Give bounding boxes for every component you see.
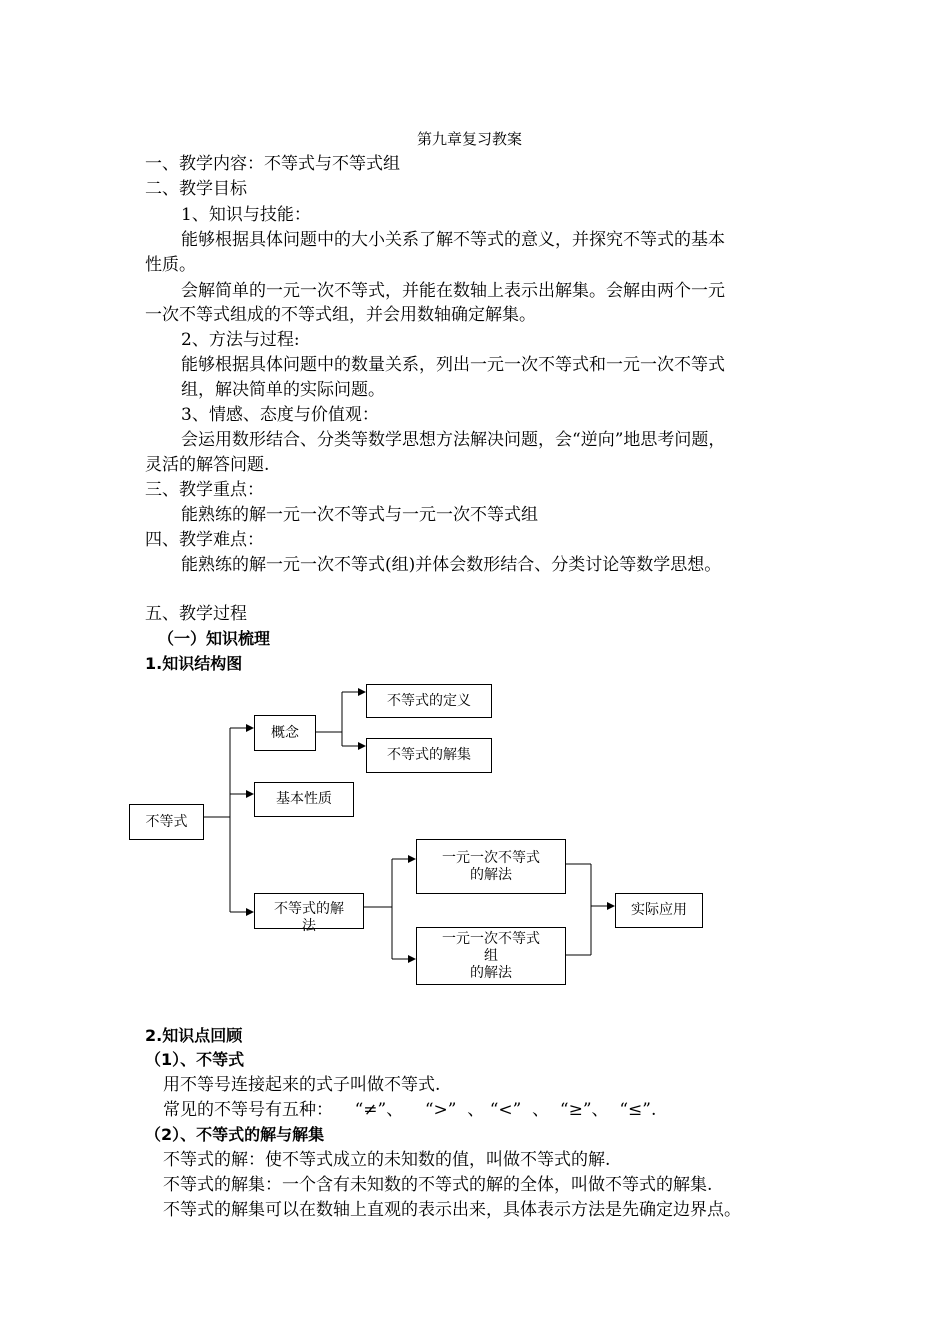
node-label: 一元一次不等式 xyxy=(442,849,540,866)
difficulty-text: 能熟练的解一元一次不等式(组)并体会数形结合、分类讨论等数学思想。 xyxy=(181,555,722,575)
node-inequality xyxy=(129,804,204,840)
section-process: 五、教学过程 xyxy=(145,604,247,624)
node-linear-system xyxy=(416,927,566,985)
goal-2-text: 组，解决简单的实际问题。 xyxy=(181,380,385,400)
node-label: 一元一次不等式 xyxy=(442,930,540,947)
section-key: 三、教学重点： xyxy=(145,480,264,500)
subsection-knowledge: （一）知识梳理 xyxy=(158,629,271,648)
key-text: 能熟练的解一元一次不等式与一元一次不等式组 xyxy=(181,505,538,525)
section-goals: 二、教学目标 xyxy=(145,179,247,199)
node-label: 不等式 xyxy=(145,813,188,830)
node-label: 实际应用 xyxy=(631,902,687,918)
point-2-text: 不等式的解集：一个含有未知数的不等式的解的全体，叫做不等式的解集. xyxy=(163,1175,713,1195)
structure-heading: 1.知识结构图 xyxy=(145,654,243,673)
node-label: 不等式的解集 xyxy=(387,747,471,763)
node-label: 不等式的解 xyxy=(274,901,344,917)
goal-1-text: 一次不等式组成的不等式组，并会用数轴确定解集。 xyxy=(145,305,536,325)
point-1-heading: （1）、不等式 xyxy=(145,1050,245,1069)
goal-1-heading: 1、知识与技能： xyxy=(181,205,311,225)
node-label: 的解法 xyxy=(470,964,512,981)
node-basic-properties xyxy=(254,782,354,817)
goal-2-text: 能够根据具体问题中的数量关系，列出一元一次不等式和一元一次不等式 xyxy=(181,355,725,375)
section-content: 一、教学内容：不等式与不等式组 xyxy=(145,154,400,174)
goal-2-heading: 2、方法与过程: xyxy=(181,330,300,350)
point-1-text: 常见的不等号有五种： “≠”、 “>” 、 “<” 、 “≥”、 “≤”. xyxy=(163,1100,657,1120)
point-2-text: 不等式的解集可以在数轴上直观的表示出来，具体表示方法是先确定边界点。 xyxy=(163,1200,741,1220)
section-difficulty: 四、教学难点： xyxy=(145,530,264,550)
node-definition xyxy=(366,684,492,718)
node-label: 不等式的定义 xyxy=(387,692,471,709)
node-label: 组 xyxy=(484,947,498,964)
goal-1-text: 会解简单的一元一次不等式，并能在数轴上表示出解集。会解由两个一元 xyxy=(181,281,725,301)
goal-3-heading: 3、情感、态度与价值观： xyxy=(181,405,379,425)
node-application xyxy=(615,893,703,928)
goal-3-text: 会运用数形结合、分类等数学思想方法解决问题，会“逆向”地思考问题， xyxy=(181,430,726,450)
review-heading: 2.知识点回顾 xyxy=(145,1026,243,1045)
page-title: 第九章复习教案 xyxy=(417,130,523,148)
node-label: 的解法 xyxy=(470,866,512,883)
node-solving-method xyxy=(254,893,364,934)
node-label: 概念 xyxy=(271,724,299,741)
point-2-heading: （2）、不等式的解与解集 xyxy=(145,1125,325,1144)
goal-3-text: 灵活的解答问题. xyxy=(145,455,270,475)
goal-1-text: 能够根据具体问题中的大小关系了解不等式的意义，并探究不等式的基本 xyxy=(181,230,725,250)
node-linear-inequality xyxy=(416,839,566,894)
node-label: 基本性质 xyxy=(276,791,332,807)
node-solution-set xyxy=(366,738,492,773)
goal-1-text: 性质。 xyxy=(145,255,196,275)
point-1-text: 用不等号连接起来的式子叫做不等式. xyxy=(163,1075,441,1095)
node-concept xyxy=(254,715,316,751)
node-label: 法 xyxy=(302,918,316,934)
point-2-text: 不等式的解：使不等式成立的未知数的值，叫做不等式的解. xyxy=(163,1150,611,1170)
